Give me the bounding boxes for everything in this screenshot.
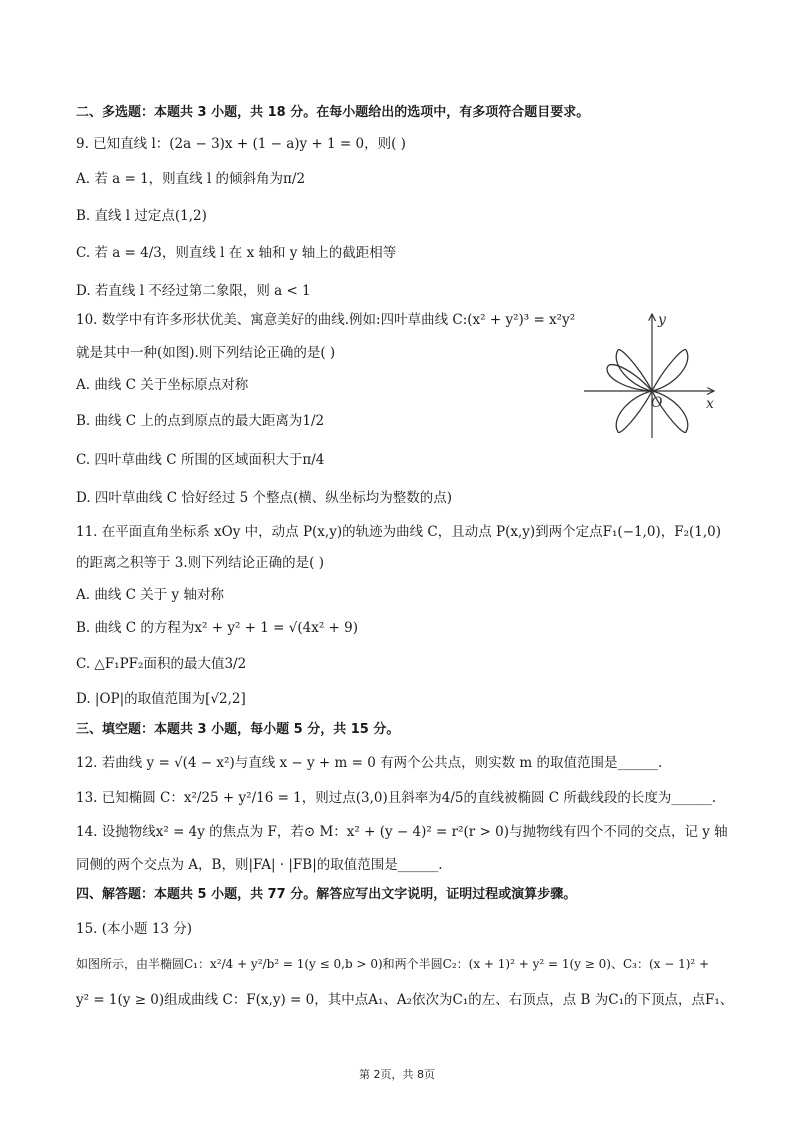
q10-stem-line2: 就是其中一种(如图).则下列结论正确的是( ): [76, 345, 336, 361]
y-axis-label: y: [658, 312, 666, 328]
q12-text: 12. 若曲线 y = √(4 − x²)与直线 x − y + m = 0 有两个公共点，则实数 m 的取值范围是______.: [76, 755, 663, 771]
section4-header: 四、解答题：本题共 5 小题，共 77 分。解答应写出文字说明，证明过程或演算步骤。: [76, 887, 577, 902]
q10-option-a: A. 曲线 C 关于坐标原点对称: [76, 377, 249, 393]
q14-line2: 同侧的两个交点为 A，B，则|FA| · |FB|的取值范围是______.: [76, 857, 443, 873]
q11-option-d: D. |OP|的取值范围为[√2,2]: [76, 691, 246, 707]
q9-option-a: A. 若 a = 1，则直线 l 的倾斜角为π/2: [76, 171, 306, 187]
origin-label: O: [651, 395, 663, 411]
q10-option-d: D. 四叶草曲线 C 恰好经过 5 个整点(横、纵坐标均为整数的点): [76, 490, 453, 506]
section2-header: 二、多选题：本题共 3 小题，共 18 分。在每小题给出的选项中，有多项符合题目要求。: [76, 105, 590, 120]
q15-line2: y² = 1(y ≥ 0)组成曲线 C：F(x,y) = 0，其中点A₁、A₂依次为C₁的左、右顶点，点 B 为C₁的下顶点，点F₁、: [76, 992, 734, 1008]
x-axis-label: x: [706, 396, 714, 412]
q15-line1: 如图所示，由半椭圆C₁：x²/4 + y²/b² = 1(y ≤ 0,b > 0)和两个半圆C₂：(x + 1)² + y² = 1(y ≥ 0)、C₃：(x − 1)² +: [76, 957, 710, 971]
four-leaf-clover-figure: [580, 306, 725, 442]
q15-title: 15. (本小题 13 分): [76, 921, 193, 937]
q10-option-b: B. 曲线 C 上的点到原点的最大距离为1/2: [76, 413, 325, 429]
q10-option-c: C. 四叶草曲线 C 所围的区域面积大于π/4: [76, 452, 325, 468]
page-footer: 第 2页，共 8页: [359, 1068, 435, 1081]
q9-option-c: C. 若 a = 4/3，则直线 l 在 x 轴和 y 轴上的截距相等: [76, 245, 397, 261]
q14-line1: 14. 设抛物线x² = 4y 的焦点为 F，若⊙ M：x² + (y − 4)² = r²(r > 0)与抛物线有四个不同的交点，记 y 轴: [76, 824, 728, 840]
q9-option-d: D. 若直线 l 不经过第二象限，则 a < 1: [76, 283, 311, 299]
q11-stem-line2: 的距离之积等于 3.则下列结论正确的是( ): [76, 555, 324, 571]
clover-curve: [607, 344, 688, 433]
q9-option-b: B. 直线 l 过定点(1,2): [76, 208, 207, 224]
q13-text: 13. 已知椭圆 C：x²/25 + y²/16 = 1，则过点(3,0)且斜率为4/5的直线被椭圆 C 所截线段的长度为______.: [76, 790, 717, 806]
q11-option-a: A. 曲线 C 关于 y 轴对称: [76, 587, 224, 603]
q11-option-b: B. 曲线 C 的方程为x² + y² + 1 = √(4x² + 9): [76, 620, 358, 636]
q11-option-c: C. △F₁PF₂面积的最大值3/2: [76, 656, 247, 672]
q9-stem: 9. 已知直线 l：(2a − 3)x + (1 − a)y + 1 = 0，则( ): [76, 136, 406, 152]
q11-stem-line1: 11. 在平面直角坐标系 xOy 中，动点 P(x,y)的轨迹为曲线 C，且动点 P(x,y)到两个定点F₁(−1,0)，F₂(1,0): [76, 524, 722, 540]
section3-header: 三、填空题：本题共 3 小题，每小题 5 分，共 15 分。: [76, 722, 400, 737]
q10-stem-line1: 10. 数学中有许多形状优美、寓意美好的曲线.例如:四叶草曲线 C:(x² + y²)³ = x²y²: [76, 312, 576, 328]
